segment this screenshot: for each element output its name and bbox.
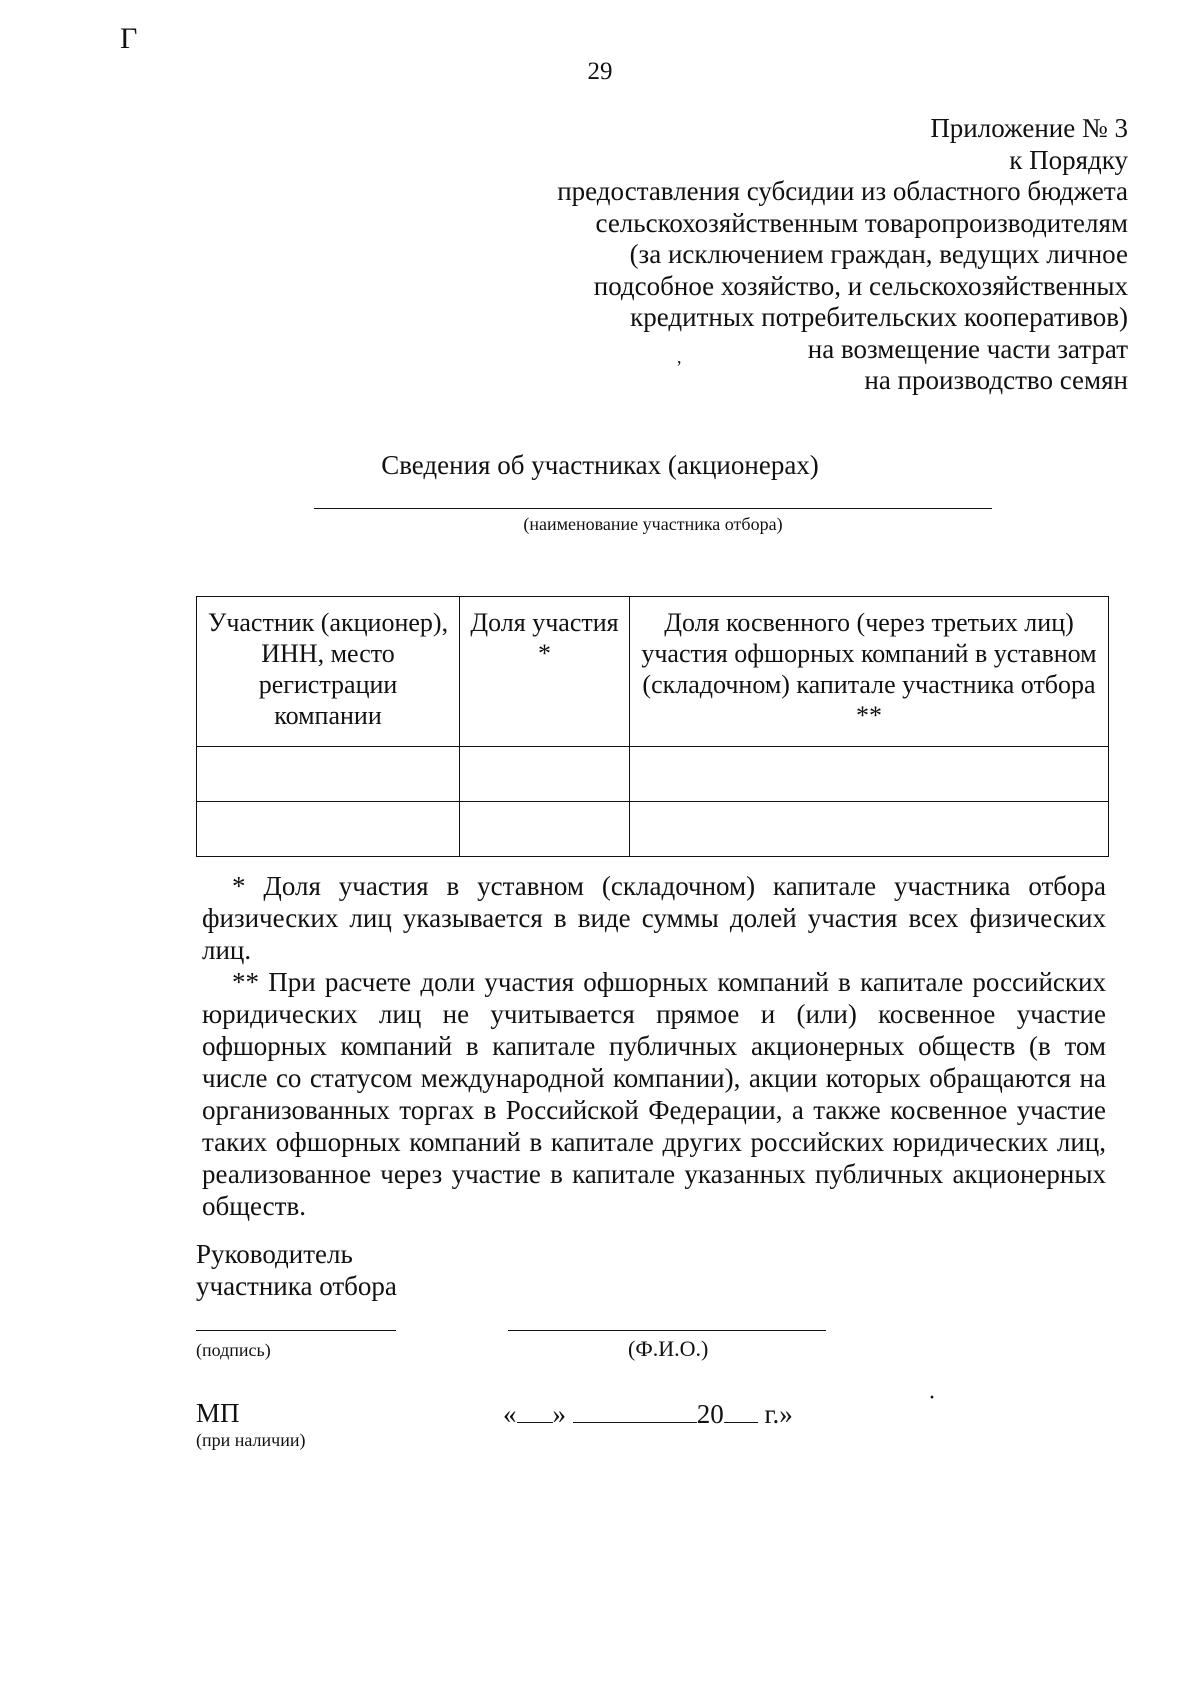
footnote-1: * Доля участия в уставном (складочном) капитале участника отбора физических лиц указывается в виде суммы долей участия всех физических лиц. [202, 871, 1106, 965]
footnote-2: ** При расчете доли участия офшорных компаний в капитале российских юридических лиц не учитывается прямое и (или) косвенное участие офшорных компаний в капитале публичных акционерных обществ (в том числе со статусом международной компании), акции которых обращаются на организованных торгах в Российской Федерации, а также косвенное участие таких офшорных компаний в капитале других российских юридических лиц, реализованное через участие в капитале указанных публичных акционерных обществ. [202, 967, 1106, 1221]
corner-mark: Г [120, 22, 138, 55]
table-cell-participant[interactable] [197, 747, 460, 802]
signature-caption: (подпись) [196, 1340, 271, 1360]
date-close-quote: » [552, 1399, 566, 1429]
appendix-line: на возмещение части затрат [807, 333, 1128, 364]
participants-table [196, 596, 1109, 857]
appendix-line: предоставления субсидии из областного бюджета [557, 176, 1128, 206]
table-cell-offshore-share[interactable] [630, 802, 1109, 857]
table-row [197, 747, 1109, 802]
stamp-note: (при наличии) [196, 1430, 306, 1450]
head-label-line-2: участника отбора [196, 1271, 397, 1301]
table-row [197, 802, 1109, 857]
full-name-caption: (Ф.И.О.) [628, 1336, 709, 1361]
table-cell-share[interactable] [460, 802, 630, 857]
scan-artifact-tick: , [677, 347, 682, 367]
table-header-row [197, 597, 1109, 747]
head-label [196, 1238, 397, 1302]
scan-artifact-dot: · [928, 1385, 936, 1411]
appendix-line: кредитных потребительских кооперативов) [630, 302, 1128, 332]
appendix-line: сельскохозяйственным товаропроизводителям [595, 207, 1128, 238]
day-blank[interactable] [517, 1398, 553, 1423]
participant-name-line[interactable] [314, 508, 992, 509]
year-prefix: 20 [696, 1399, 724, 1429]
footnotes [202, 870, 1106, 1222]
table-cell-offshore-share[interactable] [630, 747, 1109, 802]
date-open-quote: « [503, 1399, 517, 1429]
full-name-line[interactable] [508, 1330, 826, 1331]
column-header-offshore-share: Доля косвенного (через третьих лиц) участия офшорных компаний в уставном (складочном) капитале участника отбора ** [630, 597, 1109, 747]
year-suffix: г.» [764, 1399, 793, 1429]
appendix-line: подсобное хозяйство, и сельскохозяйственных [593, 270, 1128, 301]
page-number: 29 [587, 58, 613, 85]
appendix-line: (за исключением граждан, ведущих личное [629, 239, 1128, 269]
month-blank[interactable] [573, 1398, 697, 1423]
column-header-share: Доля участия * [460, 597, 630, 747]
table-cell-participant[interactable] [197, 802, 460, 857]
head-label-line-1: Руководитель [196, 1239, 353, 1269]
stamp-label: МП [196, 1398, 240, 1428]
document-title: Сведения об участниках (акционерах) [381, 450, 819, 480]
column-header-participant: Участник (акционер), ИНН, место регистрации компании [197, 597, 460, 747]
appendix-line: Приложение № 3 [930, 113, 1128, 143]
appendix-line: на производство семян [864, 365, 1128, 395]
appendix-line: к Порядку [1009, 144, 1128, 175]
year-blank[interactable] [724, 1398, 758, 1423]
appendix-header [368, 113, 1128, 397]
table-cell-share[interactable] [460, 747, 630, 802]
signature-line[interactable] [196, 1330, 396, 1331]
date-field [503, 1398, 793, 1430]
participant-name-caption: (наименование участника отбора) [523, 514, 783, 534]
